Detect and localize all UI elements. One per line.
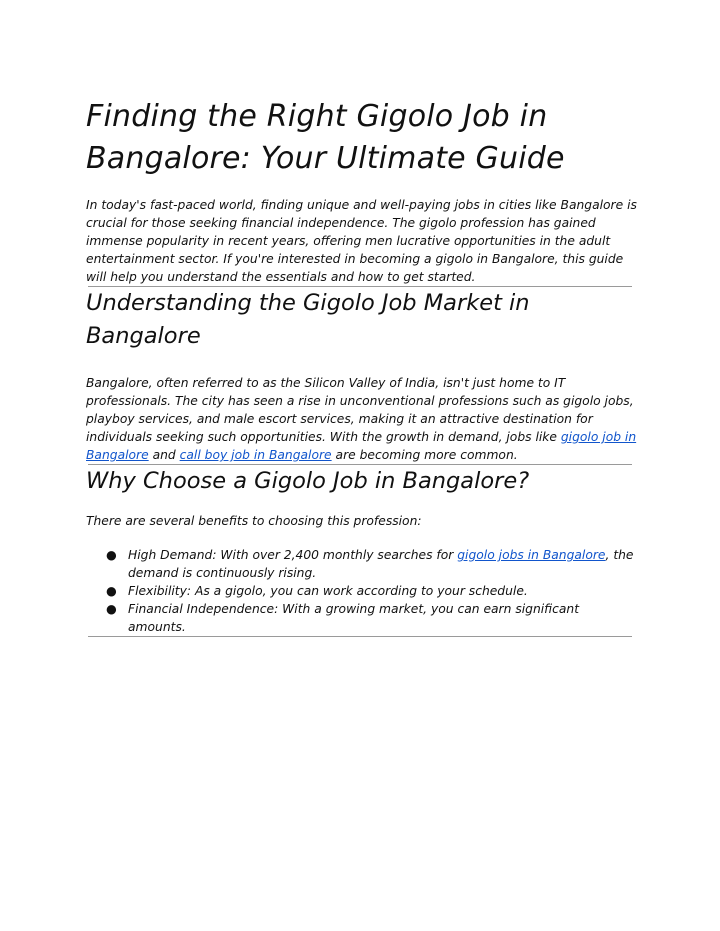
market-text-middle: and: [148, 448, 180, 462]
market-paragraph: [86, 374, 638, 464]
page-title: Finding the Right Gigolo Job in Bangalore: Your Ultimate Guide: [86, 99, 565, 176]
benefits-list: [86, 546, 638, 636]
benefit-text: Financial Independence: With a growing market, you can earn significant amounts.: [128, 602, 580, 634]
bullet-icon: ●: [106, 602, 117, 616]
benefit-text-before: High Demand: With over 2,400 monthly searches for: [128, 548, 458, 562]
intro-paragraph: In today's fast-paced world, finding unique and well-paying jobs in cities like Bangalore is crucial for those seeking financial independence. The gigolo profession has gained immense popularity in recent years, offering men lucrative opportunities in the adult entertainment sector. If you're interested in becoming a gigolo in Bangalore, this guide will help you understand the essentials and how to get started.: [86, 198, 637, 284]
list-item: [106, 600, 638, 636]
bullet-icon: ●: [106, 548, 117, 562]
benefit-text-after: , the demand is continuously rising.: [128, 548, 634, 580]
bullet-icon: ●: [106, 584, 117, 598]
benefit-text: Flexibility: As a gigolo, you can work according to your schedule.: [128, 584, 528, 598]
gigolo-job-bangalore-link[interactable]: gigolo job in Bangalore: [86, 430, 637, 462]
section-heading-why: Why Choose a Gigolo Job in Bangalore?: [86, 468, 530, 494]
market-text-after: are becoming more common.: [331, 448, 518, 462]
divider: [88, 636, 632, 637]
list-item: [106, 582, 638, 600]
gigolo-jobs-bangalore-link[interactable]: gigolo jobs in Bangalore: [457, 548, 606, 562]
list-item: [106, 546, 638, 582]
section-heading-market: Understanding the Gigolo Job Market in Bangalore: [86, 290, 530, 349]
call-boy-job-bangalore-link[interactable]: call boy job in Bangalore: [179, 448, 332, 462]
benefits-lead: There are several benefits to choosing this profession:: [86, 514, 422, 528]
market-text-before: Bangalore, often referred to as the Silicon Valley of India, isn't just home to IT professionals. The city has seen a rise in unconventional professions such as gigolo jobs, playboy services, and male escort services, making it an attractive destination for individuals seeking such opportunities. With the growth in demand, jobs like: [86, 376, 634, 444]
document-page: [86, 96, 638, 637]
